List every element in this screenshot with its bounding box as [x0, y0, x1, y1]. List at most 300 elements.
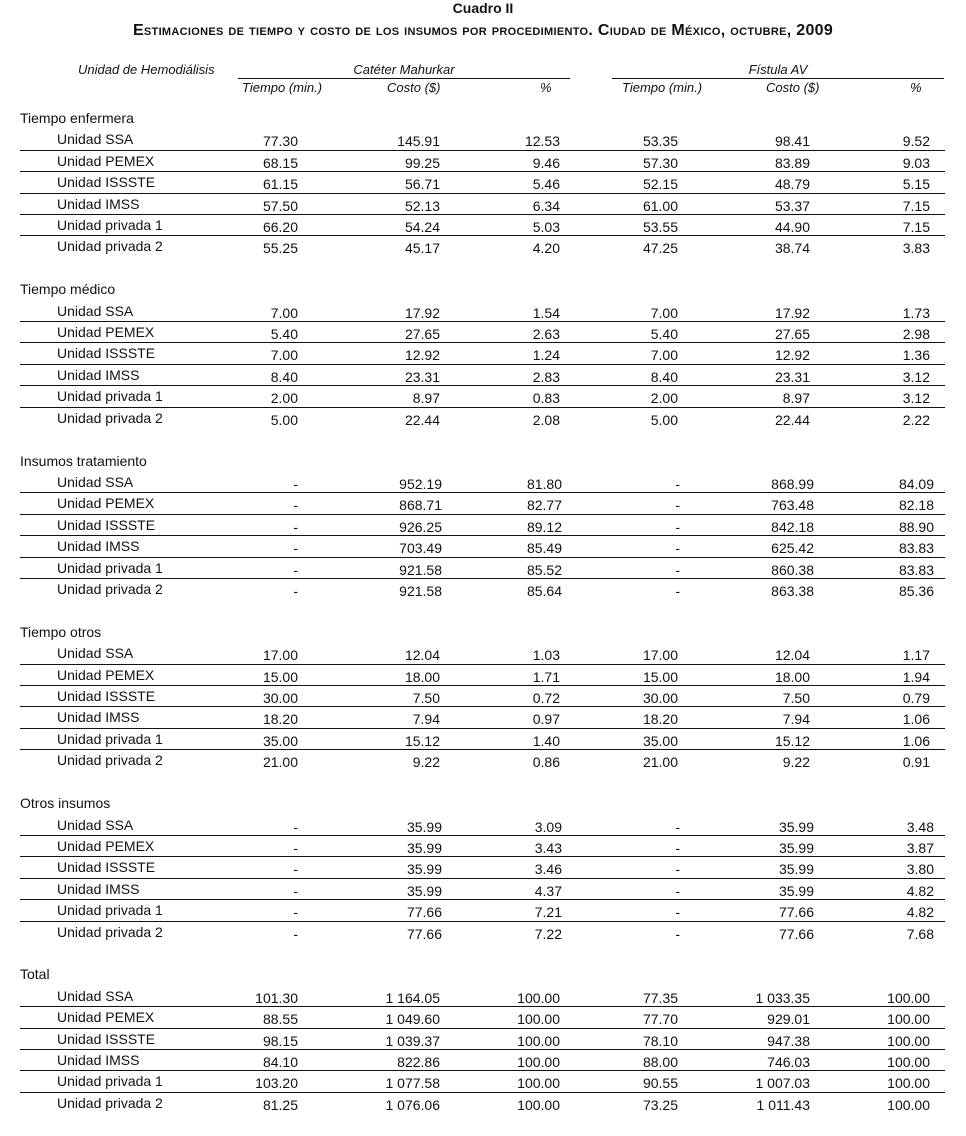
table-cell: 73.25 [642, 1096, 678, 1113]
table-cell: 9.03 [902, 154, 930, 171]
table-cell: 1 077.58 [385, 1075, 440, 1092]
table-row [20, 129, 945, 150]
table-cell: 1.06 [902, 711, 930, 728]
table-cell: 2.98 [902, 326, 930, 343]
table-cell: 22.44 [774, 411, 810, 428]
table-cell: 1.73 [902, 304, 930, 321]
table-cell: 52.15 [642, 176, 678, 193]
row-label: Unidad privada 1 [57, 902, 163, 919]
table-cell: 78.10 [642, 1032, 678, 1049]
table-cell: 7.00 [650, 304, 678, 321]
table-cell: 7.15 [902, 197, 930, 214]
table-cell: 77.66 [406, 925, 442, 942]
table-cell: 30.00 [262, 690, 298, 707]
table-cell: 5.46 [532, 176, 560, 193]
table-cell: 625.42 [771, 540, 814, 557]
table-row [20, 408, 945, 429]
table-cell: 83.83 [898, 540, 934, 557]
table-cell: 17.00 [262, 647, 298, 664]
table-cell: 7.68 [906, 925, 934, 942]
table-cell: - [293, 561, 298, 578]
table-cell: - [293, 839, 298, 856]
col-header-tiempo-1: Tiempo (min.) [242, 80, 323, 95]
table-cell: 952.19 [399, 475, 442, 492]
table-cell: 84.09 [898, 475, 934, 492]
table-cell: 56.71 [404, 176, 440, 193]
table-cell: 763.48 [771, 497, 814, 514]
table-cell: 61.15 [262, 176, 298, 193]
table-cell: 1 007.03 [755, 1075, 810, 1092]
table-cell: 15.12 [774, 732, 810, 749]
table-cell: - [293, 818, 298, 835]
table-cell: 81.80 [526, 475, 562, 492]
table-cell: 83.89 [774, 154, 810, 171]
table-cell: - [675, 904, 680, 921]
table-cell: 2.22 [902, 411, 930, 428]
row-label: Unidad SSA [57, 131, 134, 148]
table-cell: 52.13 [404, 197, 440, 214]
table-cell: - [293, 475, 298, 492]
table-cell: - [675, 540, 680, 557]
table-cell: 35.99 [406, 861, 442, 878]
table-cell: 23.31 [774, 368, 810, 385]
section [20, 451, 945, 622]
table-cell: 926.25 [399, 518, 442, 535]
table-row [20, 194, 945, 215]
table-cell: 2.00 [650, 390, 678, 407]
row-label: Unidad IMSS [57, 1052, 140, 1069]
table-row [20, 172, 945, 193]
row-label: Unidad privada 2 [57, 923, 163, 940]
table-row [20, 386, 945, 407]
table-cell: 45.17 [404, 240, 440, 257]
table-title: Estimaciones de tiempo y costo de los insumos por procedimiento. Ciudad de México, octubre, 2009 [132, 22, 834, 39]
table-row [20, 1071, 945, 1092]
section-title: Total [20, 966, 50, 983]
table-cell: 100.00 [517, 1032, 560, 1049]
table-row [20, 365, 945, 386]
row-label: Unidad privada 1 [57, 559, 163, 576]
group-header-cateter: Catéter Mahurkar [238, 62, 570, 79]
table-cell: 89.12 [526, 518, 562, 535]
table-cell: 103.20 [255, 1075, 298, 1092]
table-cell: 921.58 [399, 561, 442, 578]
table-cell: 8.40 [650, 368, 678, 385]
table-cell: 85.36 [898, 582, 934, 599]
table-cell: 21.00 [642, 754, 678, 771]
data-table [20, 108, 945, 1136]
table-row [20, 857, 945, 878]
row-label: Unidad PEMEX [57, 666, 155, 683]
table-cell: 83.83 [898, 561, 934, 578]
table-cell: 1 033.35 [755, 989, 810, 1006]
row-label: Unidad SSA [57, 987, 134, 1004]
table-cell: 860.38 [771, 561, 814, 578]
table-cell: 88.00 [642, 1054, 678, 1071]
table-cell: 100.00 [517, 1011, 560, 1028]
table-cell: 18.00 [774, 668, 810, 685]
table-cell: 929.01 [767, 1011, 810, 1028]
table-cell: 77.66 [778, 925, 814, 942]
table-cell: 82.77 [526, 497, 562, 514]
table-cell: 18.00 [404, 668, 440, 685]
col-header-tiempo-2: Tiempo (min.) [622, 80, 703, 95]
table-cell: 3.46 [534, 861, 562, 878]
table-cell: 77.66 [778, 904, 814, 921]
table-row [20, 579, 945, 600]
table-cell: 57.50 [262, 197, 298, 214]
table-cell: 0.83 [532, 390, 560, 407]
table-row [20, 815, 945, 836]
row-label: Unidad ISSSTE [57, 1030, 156, 1047]
section-title: Tiempo otros [20, 623, 102, 640]
table-cell: 1 039.37 [385, 1032, 440, 1049]
table-cell: - [675, 561, 680, 578]
table-cell: 100.00 [887, 989, 930, 1006]
row-label: Unidad privada 2 [57, 752, 163, 769]
table-cell: 1 076.06 [385, 1096, 440, 1113]
table-cell: 6.34 [532, 197, 560, 214]
table-row [20, 900, 945, 921]
table-cell: 100.00 [517, 1096, 560, 1113]
table-cell: 9.52 [902, 133, 930, 150]
section [20, 108, 945, 279]
table-row [20, 1050, 945, 1071]
table-cell: 12.53 [524, 133, 560, 150]
table-cell: 27.65 [774, 326, 810, 343]
table-cell: 2.63 [532, 326, 560, 343]
table-cell: 84.10 [262, 1054, 298, 1071]
table-cell: 35.99 [406, 882, 442, 899]
table-cell: 7.00 [650, 347, 678, 364]
table-cell: 27.65 [404, 326, 440, 343]
table-cell: 88.90 [898, 518, 934, 535]
row-label: Unidad privada 2 [57, 238, 163, 255]
table-cell: - [675, 925, 680, 942]
row-label: Unidad privada 1 [57, 216, 163, 233]
table-cell: 12.04 [404, 647, 440, 664]
section [20, 279, 945, 450]
table-cell: 12.92 [404, 347, 440, 364]
table-cell: 3.12 [902, 390, 930, 407]
table-cell: 5.00 [270, 411, 298, 428]
table-cell: 4.37 [534, 882, 562, 899]
table-cell: 947.38 [767, 1032, 810, 1049]
table-cell: 0.79 [902, 690, 930, 707]
table-cell: 5.40 [650, 326, 678, 343]
table-cell: 1.54 [532, 304, 560, 321]
table-cell: 3.80 [906, 861, 934, 878]
table-cell: 53.55 [642, 218, 678, 235]
table-cell: 101.30 [255, 989, 298, 1006]
table-cell: 8.97 [412, 390, 440, 407]
col-header-pct-2: % [910, 80, 922, 95]
table-cell: - [675, 475, 680, 492]
table-cell: 21.00 [262, 754, 298, 771]
row-label: Unidad PEMEX [57, 324, 155, 341]
table-cell: 17.00 [642, 647, 678, 664]
row-label: Unidad ISSSTE [57, 516, 156, 533]
table-cell: 82.18 [898, 497, 934, 514]
table-row [20, 493, 945, 514]
table-cell: - [675, 518, 680, 535]
table-cell: 868.71 [399, 497, 442, 514]
section-title: Insumos tratamiento [20, 452, 147, 469]
table-row [20, 151, 945, 172]
table-cell: 1.17 [902, 647, 930, 664]
table-cell: 17.92 [774, 304, 810, 321]
table-cell: - [675, 839, 680, 856]
table-cell: 1.36 [902, 347, 930, 364]
table-row [20, 236, 945, 257]
table-cell: - [675, 497, 680, 514]
table-cell: 4.20 [532, 240, 560, 257]
row-label: Unidad ISSSTE [57, 174, 156, 191]
table-cell: 0.91 [902, 754, 930, 771]
table-cell: 7.00 [270, 304, 298, 321]
table-cell: 48.79 [774, 176, 810, 193]
table-cell: 7.50 [412, 690, 440, 707]
table-cell: 4.82 [906, 904, 934, 921]
table-cell: 47.25 [642, 240, 678, 257]
table-cell: 2.83 [532, 368, 560, 385]
row-label: Unidad IMSS [57, 709, 140, 726]
table-cell: 85.49 [526, 540, 562, 557]
table-cell: 2.08 [532, 411, 560, 428]
table-cell: 98.15 [262, 1032, 298, 1049]
table-cell: 98.41 [774, 133, 810, 150]
table-cell: 3.83 [902, 240, 930, 257]
table-cell: 53.35 [642, 133, 678, 150]
table-cell: 100.00 [887, 1054, 930, 1071]
row-label: Unidad privada 2 [57, 580, 163, 597]
table-cell: 77.30 [262, 133, 298, 150]
section-title: Otros insumos [20, 795, 111, 812]
table-cell: 7.21 [534, 904, 562, 921]
table-cell: - [293, 497, 298, 514]
table-cell: 1.03 [532, 647, 560, 664]
table-cell: 77.35 [642, 989, 678, 1006]
table-cell: 1 164.05 [385, 989, 440, 1006]
section-title: Tiempo enfermera [20, 110, 134, 126]
table-cell: 15.00 [262, 668, 298, 685]
table-cell: 68.15 [262, 154, 298, 171]
row-label: Unidad IMSS [57, 880, 140, 897]
table-cell: 12.04 [774, 647, 810, 664]
table-cell: 7.50 [782, 690, 810, 707]
table-cell: 0.97 [532, 711, 560, 728]
row-label: Unidad PEMEX [57, 1009, 155, 1026]
table-cell: - [293, 882, 298, 899]
table-cell: 703.49 [399, 540, 442, 557]
row-label: Unidad SSA [57, 645, 134, 662]
table-cell: 3.87 [906, 839, 934, 856]
table-cell: 35.99 [406, 839, 442, 856]
table-cell: 30.00 [642, 690, 678, 707]
table-cell: 3.43 [534, 839, 562, 856]
col-header-costo-2: Costo ($) [766, 80, 820, 95]
table-cell: 0.72 [532, 690, 560, 707]
table-cell: 7.00 [270, 347, 298, 364]
table-cell: 100.00 [517, 989, 560, 1006]
row-label: Unidad ISSSTE [57, 688, 156, 705]
row-label: Unidad ISSSTE [57, 345, 156, 362]
table-row [20, 986, 945, 1007]
table-row [20, 1093, 945, 1114]
table-cell: 18.20 [642, 711, 678, 728]
table-cell: 9.22 [412, 754, 440, 771]
table-row [20, 301, 945, 322]
table-cell: 38.74 [774, 240, 810, 257]
table-cell: - [675, 882, 680, 899]
table-cell: 35.99 [778, 861, 814, 878]
row-label: Unidad privada 2 [57, 1094, 163, 1111]
table-cell: 100.00 [887, 1096, 930, 1113]
table-cell: - [293, 582, 298, 599]
col-header-costo-1: Costo ($) [387, 80, 441, 95]
table-row [20, 322, 945, 343]
table-row [20, 515, 945, 536]
table-cell: 23.31 [404, 368, 440, 385]
table-cell: 15.00 [642, 668, 678, 685]
row-label: Unidad privada 1 [57, 1073, 163, 1090]
table-row [20, 686, 945, 707]
row-label: Unidad PEMEX [57, 837, 155, 854]
table-cell: 85.64 [526, 582, 562, 599]
table-cell: 99.25 [404, 154, 440, 171]
table-row [20, 472, 945, 493]
table-cell: 863.38 [771, 582, 814, 599]
table-cell: 842.18 [771, 518, 814, 535]
table-cell: - [293, 540, 298, 557]
table-row [20, 558, 945, 579]
table-cell: 35.99 [778, 818, 814, 835]
table-cell: 100.00 [517, 1054, 560, 1071]
table-cell: 7.94 [782, 711, 810, 728]
table-cell: 61.00 [642, 197, 678, 214]
row-label: Unidad PEMEX [57, 152, 155, 169]
table-cell: 822.86 [397, 1054, 440, 1071]
row-label: Unidad SSA [57, 816, 134, 833]
table-cell: 100.00 [517, 1075, 560, 1092]
table-row [20, 922, 945, 943]
table-cell: 145.91 [397, 133, 440, 150]
table-cell: 0.86 [532, 754, 560, 771]
table-cell: 8.40 [270, 368, 298, 385]
table-cell: 57.30 [642, 154, 678, 171]
table-cell: 3.48 [906, 818, 934, 835]
row-label: Unidad IMSS [57, 195, 140, 212]
row-label: Unidad PEMEX [57, 495, 155, 512]
table-cell: 22.44 [404, 411, 440, 428]
row-label: Unidad SSA [57, 473, 134, 490]
table-cell: 44.90 [774, 218, 810, 235]
col-header-pct-1: % [540, 80, 552, 95]
table-cell: 17.92 [404, 304, 440, 321]
table-cell: 5.15 [902, 176, 930, 193]
table-cell: 921.58 [399, 582, 442, 599]
row-label: Unidad SSA [57, 302, 134, 319]
row-label: Unidad privada 1 [57, 388, 163, 405]
table-cell: 100.00 [887, 1075, 930, 1092]
table-row [20, 665, 945, 686]
table-cell: 1 011.43 [756, 1096, 810, 1113]
table-cell: 55.25 [262, 240, 298, 257]
table-cell: 90.55 [642, 1075, 678, 1092]
table-cell: 35.99 [778, 882, 814, 899]
table-row [20, 643, 945, 664]
table-cell: 66.20 [262, 218, 298, 235]
table-cell: 4.82 [906, 882, 934, 899]
table-row [20, 536, 945, 557]
table-row [20, 836, 945, 857]
table-cell: 100.00 [887, 1032, 930, 1049]
table-cell: 7.15 [902, 218, 930, 235]
table-cell: 1.40 [532, 732, 560, 749]
table-cell: - [675, 861, 680, 878]
row-label: Unidad privada 2 [57, 409, 163, 426]
table-cell: 1 049.60 [385, 1011, 440, 1028]
row-label: Unidad IMSS [57, 538, 140, 555]
table-cell: 868.99 [771, 475, 814, 492]
table-cell: 12.92 [774, 347, 810, 364]
table-row [20, 215, 945, 236]
table-cell: - [293, 904, 298, 921]
table-cell: 15.12 [404, 732, 440, 749]
table-cell: 77.66 [406, 904, 442, 921]
table-cell: - [675, 582, 680, 599]
table-cell: 8.97 [782, 390, 810, 407]
table-cell: 100.00 [887, 1011, 930, 1028]
table-cell: 85.52 [526, 561, 562, 578]
table-cell: 35.00 [262, 732, 298, 749]
table-row [20, 729, 945, 750]
section-title: Tiempo médico [20, 281, 116, 298]
table-cell: 35.99 [778, 839, 814, 856]
table-cell: - [293, 925, 298, 942]
table-cell: - [293, 518, 298, 535]
table-cell: 54.24 [404, 218, 440, 235]
table-cell: 1.24 [532, 347, 560, 364]
table-cell: 5.40 [270, 326, 298, 343]
table-cell: 1.06 [902, 732, 930, 749]
row-label: Unidad privada 1 [57, 730, 163, 747]
row-label: Unidad IMSS [57, 366, 140, 383]
table-cell: 1.71 [532, 668, 560, 685]
table-cell: 5.03 [532, 218, 560, 235]
table-cell: - [293, 861, 298, 878]
table-cell: 81.25 [262, 1096, 298, 1113]
table-row [20, 1007, 945, 1028]
table-cell: 35.00 [642, 732, 678, 749]
table-row [20, 1029, 945, 1050]
table-cell: 2.00 [270, 390, 298, 407]
section [20, 793, 945, 964]
table-cell: 1.94 [902, 668, 930, 685]
table-cell: 7.94 [412, 711, 440, 728]
section [20, 964, 945, 1135]
table-row [20, 707, 945, 728]
table-cell: 3.12 [902, 368, 930, 385]
row-label: Unidad ISSSTE [57, 859, 156, 876]
table-row [20, 750, 945, 771]
table-cell: 9.22 [782, 754, 810, 771]
table-cell: 746.03 [767, 1054, 810, 1071]
table-cell: 77.70 [642, 1011, 678, 1028]
table-cell: 9.46 [532, 154, 560, 171]
table-cell: 35.99 [406, 818, 442, 835]
table-cell: 5.00 [650, 411, 678, 428]
